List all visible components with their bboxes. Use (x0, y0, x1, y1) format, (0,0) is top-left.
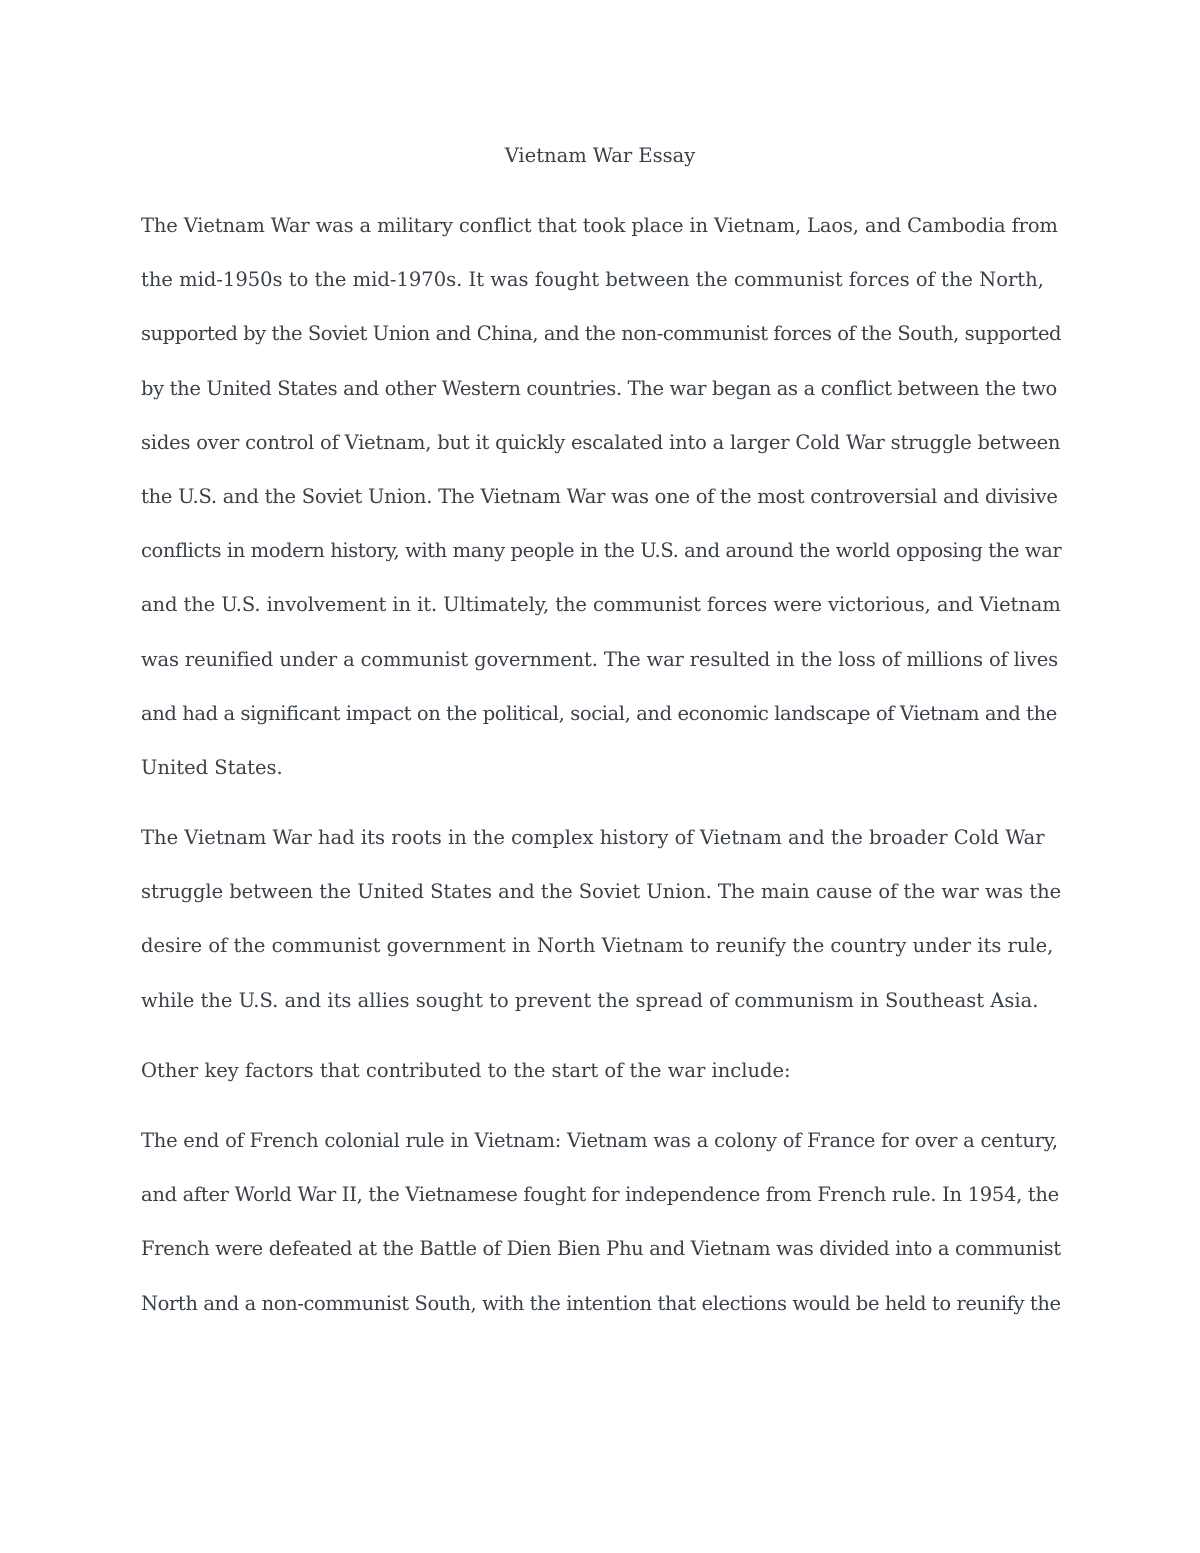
paragraph-spacer (141, 795, 1061, 811)
paragraph-spacer (141, 1028, 1061, 1044)
essay-body (141, 199, 1061, 1331)
paragraph-spacer (141, 1098, 1061, 1114)
text-line: and after World War II, the Vietnamese fought for independence from French rule. In 1954, the (141, 1183, 1059, 1207)
text-line: was reunified under a communist government. The war resulted in the loss of millions of lives (141, 647, 1058, 671)
text-line: and had a significant impact on the political, social, and economic landscape of Vietnam and the (141, 701, 1057, 725)
text-line: and the U.S. involvement in it. Ultimately, the communist forces were victorious, and Vietnam (141, 593, 1061, 617)
text-line: The Vietnam War was a military conflict that took place in Vietnam, Laos, and Cambodia from (141, 214, 1058, 237)
text-line: The end of French colonial rule in Vietnam: Vietnam was a colony of France for over a century, (141, 1129, 1058, 1152)
text-line: North and a non-communist South, with the intention that elections would be held to reunify the (141, 1291, 1061, 1315)
text-line: United States. (141, 755, 283, 779)
text-line: the U.S. and the Soviet Union. The Vietnam War was one of the most controversial and divisive (141, 484, 1058, 508)
text-line: by the United States and other Western countries. The war began as a conflict between the two (141, 376, 1057, 400)
essay-title: Vietnam War Essay (504, 144, 696, 167)
text-line: desire of the communist government in North Vietnam to reunify the country under its rule, (141, 934, 1054, 958)
paragraph-3 (141, 1044, 1061, 1098)
text-line: the mid-1950s to the mid-1970s. It was fought between the communist forces of the North, (141, 268, 1044, 292)
paragraph-2 (141, 811, 1061, 1028)
text-line: supported by the Soviet Union and China, and the non-communist forces of the South, supported (141, 322, 1062, 346)
text-line: while the U.S. and its allies sought to prevent the spread of communism in Southeast Asia. (141, 988, 1039, 1012)
text-line: Other key factors that contributed to the start of the war include: (141, 1058, 791, 1082)
text-line: sides over control of Vietnam, but it quickly escalated into a larger Cold War struggle between (141, 430, 1061, 454)
paragraph-1 (141, 199, 1061, 795)
text-line: French were defeated at the Battle of Dien Bien Phu and Vietnam was divided into a communist (141, 1237, 1061, 1261)
paragraph-4 (141, 1114, 1061, 1331)
text-line: conflicts in modern history, with many people in the U.S. and around the world opposing the war (141, 539, 1062, 563)
text-line: The Vietnam War had its roots in the complex history of Vietnam and the broader Cold War (141, 826, 1045, 850)
text-line: struggle between the United States and the Soviet Union. The main cause of the war was the (141, 880, 1062, 904)
